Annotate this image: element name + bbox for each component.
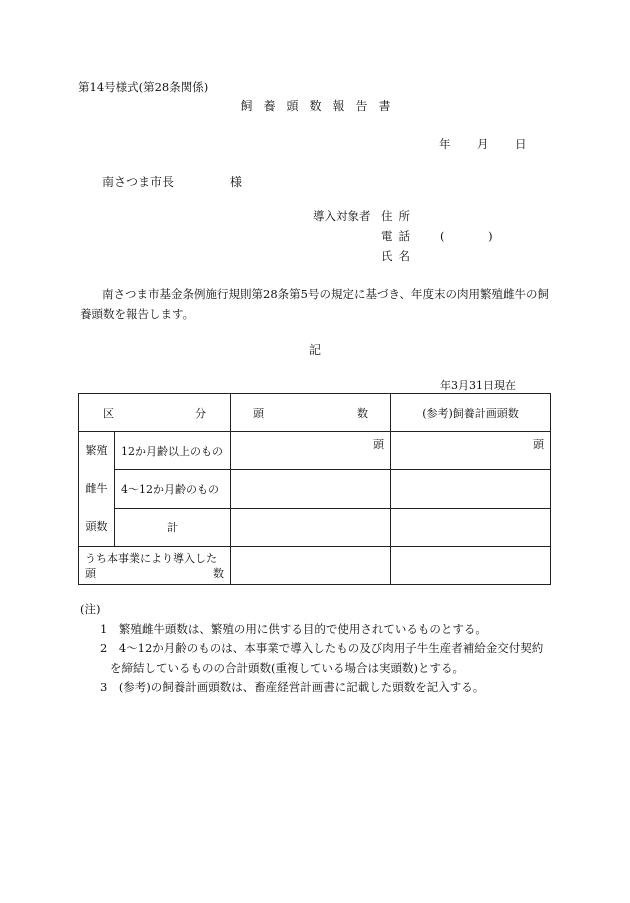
- row-label-introduced: うち本事業により導入した 頭 数: [79, 547, 231, 585]
- applicant-label: 導入対象者: [313, 209, 371, 223]
- phone-parentheses: ( ): [440, 229, 513, 243]
- note-item: 2 4〜12か月齢のものは、本事業で導入したもの及び肉用子牛生産者補給金交付契約: [100, 641, 544, 655]
- report-body-text: 南さつま市基金条例施行規則第28条第5号の規定に基づき、年度末の肉用繁殖雌牛の飼養頭数を報告します。: [80, 287, 549, 321]
- note-item: 3 (参考)の飼養計画頭数は、畜産経営計画書に記載した頭数を記入する。: [100, 680, 485, 694]
- count-cell[interactable]: 頭: [231, 432, 391, 470]
- address-label: 住所: [381, 209, 416, 223]
- form-number-label: 第14号様式(第28条関係): [78, 80, 209, 94]
- side-label-breeding-cows: 繁殖 雌牛 頭数: [79, 432, 115, 547]
- table-row: [79, 432, 551, 470]
- phone-label: 電話: [381, 229, 416, 243]
- header-count: 頭 数: [231, 394, 391, 432]
- plan-cell[interactable]: [391, 547, 551, 585]
- row-label-4-12-months: 4〜12か月齢のもの: [115, 470, 231, 508]
- ki-heading: 記: [308, 343, 321, 357]
- headcount-table: [78, 393, 551, 585]
- plan-cell[interactable]: [391, 508, 551, 546]
- as-of-date: 年3月31日現在: [440, 379, 516, 392]
- header-plan: (参考)飼養計画頭数: [391, 394, 551, 432]
- count-cell[interactable]: [231, 508, 391, 546]
- row-label-12-months: 12か月齢以上のもの: [115, 432, 231, 470]
- date-year: 年: [439, 137, 451, 151]
- notes-heading: (注): [80, 602, 101, 616]
- note-item-continuation: を締結しているものの合計頭数(重複している場合は実頭数)とする。: [110, 660, 464, 675]
- date-line: [439, 139, 527, 151]
- plan-cell[interactable]: [391, 470, 551, 508]
- count-cell[interactable]: [231, 547, 391, 585]
- plan-cell[interactable]: 頭: [391, 432, 551, 470]
- date-day: 日: [515, 137, 527, 151]
- count-cell[interactable]: [231, 470, 391, 508]
- notes-section: [80, 600, 550, 698]
- header-category: 区 分: [79, 394, 231, 432]
- addressee: 南さつま市長: [102, 175, 175, 189]
- note-item: 1 繁殖雌牛頭数は、繁殖の用に供する目的で使用されているものとする。: [100, 621, 487, 636]
- date-month: 月: [477, 137, 489, 151]
- document-title: 飼養頭数報告書: [240, 99, 402, 113]
- row-label-total: 計: [115, 508, 231, 546]
- table-row: [79, 547, 551, 585]
- table-row: [79, 470, 551, 508]
- table-row: [79, 508, 551, 546]
- honorific: 様: [230, 175, 243, 189]
- table-header-row: [79, 394, 551, 432]
- name-label: 氏名: [381, 249, 416, 263]
